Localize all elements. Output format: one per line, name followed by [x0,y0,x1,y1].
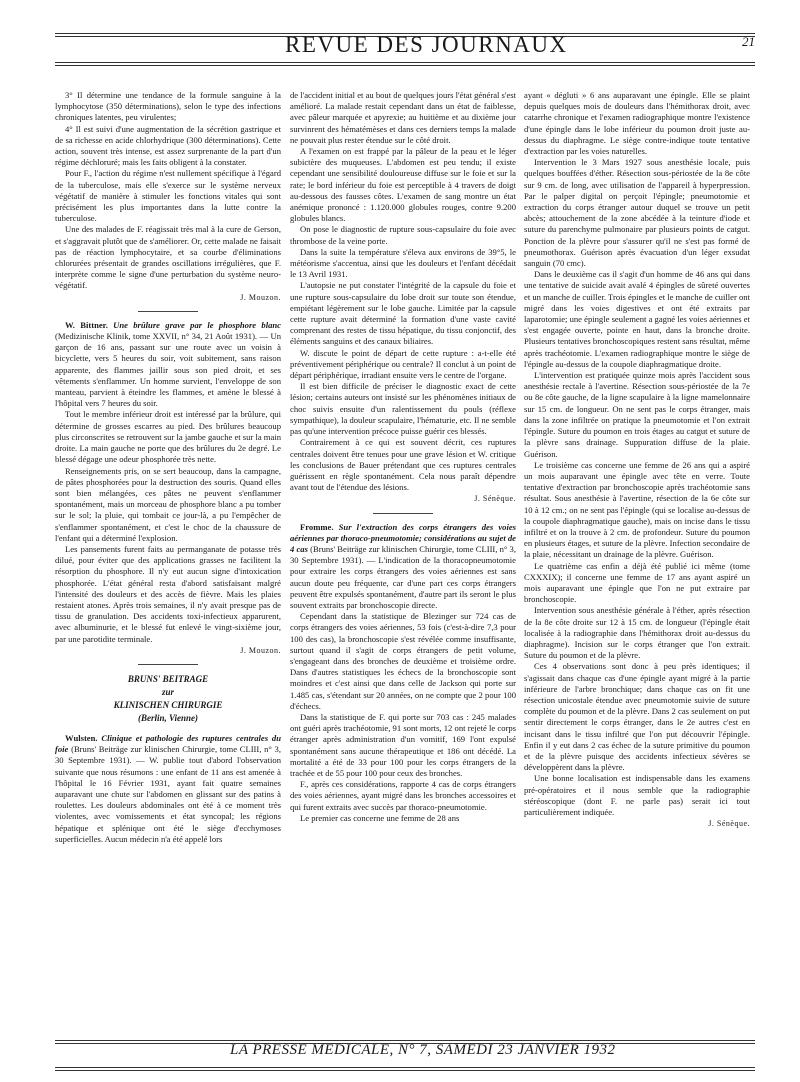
journal-title: REVUE DES JOURNAUX [285,32,568,57]
paragraph: L'intervention est pratiquée quinze mois après l'accident sous anesthésie rectale à l'avertine. Résection sous-périostée de la 7e ou 8e côte gauche, de la ligne scapulaire à la ligne mamelonnaire sur 15 cm. de longueur. On ne sent pas le corps étranger, mais dans la zone infiltrée on pratique la pneumotomie et l'on extrait l'épingle. Suture du poumon en trois étages au catgut et suture de la plèvre sans drainage. Suppuration diffuse de la plaie. Guérison. [524,370,750,459]
paragraph: Un garçon de 16 ans, passant sur une route avec un voisin à bicyclette, vers 5 heures du soir, voit subitement, sans raison apparente, des flammes jaillir sous son pied droit, et ses vêtements s'enflammer. Un homme survient, l'enveloppe de son manteau, parvient à éteindre les flammes, et amène le blessé à l'hôpital vers 7 heures du soir. [55,331,281,409]
paragraph: Intervention sous anesthésie générale à l'éther, après résection de la 8e côte droite sur 12 à 15 cm. de longueur (l'épingle était localisée à la radiographie dans l'hémithorax droit au-dessus du diaphragme). Incision sur le corps étranger que l'on extrait. Suture du poumon et de la plèvre. [524,605,750,661]
paragraph: Dans la statistique de F. qui porte sur 703 cas : 245 malades ont guéri après trachéotomie, 91 sont morts, 12 ont rejeté le corps étranger après administration d'un vomitif, 169 l'ont expulsé spontanément sans aucune thérapeutique et 186 ont décédé. La mortalité a été de 33 pour 100 pour les corps étrangers de la trachée et de 55 pour 100 pour ceux des bronches. [290,711,516,778]
author-signature: J. Sénèque. [708,819,750,829]
article-reference: (Bruns' Beiträge zur klinischen Chirurgie, tome CLIII, n° 3, 30 Septembre 1931). — [290,543,516,566]
journal-section-heading [55,673,281,725]
paragraph: Intervention le 3 Mars 1927 sous anesthésie locale, puis quelques bouffées d'éther. Résection sous-périostée de la 8e côte sur 9 cm. de long, avec utilisation de l'appareil à hyperpression. Par le palper digital on perçoit l'épingle; pneumotomie et extraction du corps étranger autour duquel se trouve un petit abcès; attouchement de la zone abcédée à la teinture d'iode et suture du parenchyme pulmonaire par plusieurs points de catgut. Ponction de la plèvre pour s'assurer qu'il ne s'est pas formé de pneumothorax. Guérison après évacuation d'un léger exsudat sanguin (70 cmc). [524,157,750,269]
author-signature: J. Sénèque. [474,494,516,504]
section-heading-line: (Berlin, Vienne) [137,712,198,723]
header-rule-bottom [55,62,755,63]
paragraph: Cependant dans la statistique de Blezinger sur 724 cas de corps étrangers des voies aériennes, 53 fois (c'est-à-dire 7,3 pour 100 des cas), la bronchoscopie s'est révélée comme insuffisante, surtout quand il s'agit de corps étrangers de petit volume, s'engageant dans des bronches de deuxième et troisième ordre. Dans d'autres statistiques les échecs de la bronchoscopie sont moindres et c'est ainsi que dans celle de Jackson qui porte sur 1.485 cas, s'étendant sur 20 années, on ne compte que 2 pour 100 d'échecs. [290,611,516,711]
column-1 [55,90,281,845]
separator [373,513,433,514]
footer-rule-bottom [55,1067,755,1068]
paragraph: 3° Il détermine une tendance de la formule sanguine à la lymphocytose (350 déterminations), selon le type des infections chroniques latentes, peu virulentes; [55,90,281,123]
paragraph: Tout le membre inférieur droit est intéressé par la brûlure, qui détermine de grosses escarres au pied. Des brûlures beaucoup plus circonscrites se retrouvent sur la jambe gauche et sur la main droite. La main gauche ne porte que des brûlures du 2e degré. Le blessé dégage une odeur phosphorée très nette. [55,409,281,465]
article-reference: (Medizinische Klinik, tome XXVII, n° 34, 21 Août 1931). — [55,331,269,342]
author-signature: J. Mouzon. [240,292,281,302]
article-header [55,320,281,410]
article-author: Wulsten. [65,732,98,743]
column-2 [290,90,516,824]
paragraph: F., après ces considérations, rapporte 4 cas de corps étrangers des voies aériennes, ayant migré dans les bronches accessoires et qui furent extraits avec succès par thoraco-pneumotomie. [290,779,516,812]
page-number: 21 [742,34,755,49]
article-header [55,733,281,845]
paragraph: Ces 4 observations sont donc à peu près identiques; il s'agissait dans chaque cas d'une épingle ayant migré à la partie inférieure de l'arbre bronchique; dans chaque cas on fit une résection unicostale étendue avec pneumotomie suivie de suture complète du poumon et de la plèvre. Dans 2 cas seulement on put sentir directement le corps étranger, dans le 2e autres c'est en incisant dans le tissu infiltré que l'on put découvrir l'épingle. Enfin il y eut dans 2 cas échec de la suture primitive du poumon et de la plèvre puisque des accidents infectieux sévères se développèrent dans la plèvre. [524,661,750,773]
article-author: Fromme. [300,521,334,532]
paragraph: Contrairement à ce qui est souvent décrit, ces ruptures centrales doivent être tenues pour une grave lésion et W. critique les conclusions de Bauer prétendant que ces ruptures centrales guérissent en règle spontanément. Cela nous paraît dépendre avant tout de l'étendue des lésions. [290,437,516,493]
paragraph: Dans la suite la température s'éleva aux environs de 39°5, le météorisme s'accentua, ainsi que les douleurs et l'enfant décédait le 13 Avril 1931. [290,246,516,280]
paragraph: Renseignements pris, on se sert beaucoup, dans la campagne, de pâtes phosphorées pour la destruction des souris. Quand elles sont bien mélangées, ces pâtes ne peuvent s'enflammer spontanément, mais un morceau de phosphore blanc a pu tomber sur le sol; la pluie, qui tombait ce jour-là, a pu l'empêcher de s'enflammer spontanément, et c'est le choc de la chaussure de l'enfant qui a déterminé l'explosion. [55,465,281,543]
paragraph: Le quatrième cas enfin a déjà été publié ici même (tome CXXXIX); il concerne une femme de 17 ans ayant aspiré un mois auparavant une épingle que l'on ne put extraire par bronchoscopie. [524,560,750,605]
paragraph: Le premier cas concerne une femme de 28 ans [300,812,460,823]
section-heading-line: KLINISCHEN CHIRURGIE [113,699,223,710]
paragraph: On pose le diagnostic de rupture sous-capsulaire du foie avec thrombose de la veine porte. [290,224,516,246]
header-rule-bottom-2 [55,65,755,66]
paragraph: Il est bien difficile de préciser le diagnostic exact de cette lésion; certains auteurs ont insisté sur les phénomènes initiaux de choc suivis ensuite d'un ralentissement du pouls (réflexe sympathique), la douleur scapulaire, l'hématurie, etc. Il ne semble pas qu'une intervention précoce puisse guérir ces blessés. [290,381,516,437]
author-signature: J. Mouzon. [240,645,281,655]
footer-rule-top [55,1040,755,1041]
paragraph: de l'accident initial et au bout de quelques jours l'état général s'est amélioré. La malade restait cependant dans un état de faiblesse, avec pâleur marquée et apyrexie; au huitième et au dixième jour survinrent des hématémèses et dans ces derniers temps la malade ne pouvait plus rester étendue sur le côté droit. [290,90,516,145]
separator [138,664,198,665]
paragraph: Dans le deuxième cas il s'agit d'un homme de 46 ans qui dans une tentative de suicide avait avalé 4 épingles de sûreté ouvertes et un manche de cuiller. Trois épingles et le manche de cuiller ont migré dans les voies digestives et ont été extraits par laparotomie; une épingle seulement a gagné les voies aériennes et s'est engagée ouverte, pointe en haut, dans la bronche droite. Plusieurs tentatives bronchoscopiques restent sans résultat, même après trachéotomie. L'examen radiographique montre le siège de l'épingle au-dessus de la coupole diaphragmatique droite. [524,269,750,369]
article-title: Clinique et pathologie des ruptures centrales du foie [55,732,281,755]
paragraph: 4° Il est suivi d'une augmentation de la sécrétion gastrique et de sa richesse en acide chlorhydrique (300 déterminations). Cette action, souvent très intense, est assez surprenante de la part d'un régime déchloruré; mais les faits obligent à la constater. [55,123,281,168]
column-3 [524,90,750,829]
paragraph: Le troisième cas concerne une femme de 26 ans qui a aspiré un mois auparavant une épingle avec tête en verre. Toute tentative d'extraction par bronchoscopie après trachéotomie sans résultat. Sous anesthésie à l'avertine, résection de la 6e côte sur 10 à 12 cm.; on ne sent pas l'épingle (qui se localise au-dessus de la coupole diaphragmatique gauche), mais on incise dans le tissu infiltré et on la trouve à 2 cm. de profondeur. Suture du poumon en plusieurs étages, et suture de la plèvre. Infection secondaire de la plaie, nécessitant un drainage de la plèvre. Guérison. [524,459,750,560]
section-heading-line: BRUNS' BEITRAGE [127,673,209,684]
paragraph: Pour F., l'action du régime n'est nullement spécifique à l'égard de la tuberculose, mais elle s'exerce sur le système nerveux végétatif de manière à stimuler les fonctions vitales qui sont précisément les plus importantes dans la lutte contre la tuberculose. [55,168,281,224]
paragraph: Une des malades de F. réagissait très mal à la cure de Gerson, et s'aggravait plutôt que de s'améliorer. Or, cette malade ne faisait pas de réaction lymphocytaire, et sa courbe d'éliminations chlorurées présentait de grandes oscillations irrégulières, que F. interprète comme le signe d'une perturbation du système neuro-végétatif. [55,224,281,291]
article-reference: (Bruns' Beiträge zur klinischen Chirurgie, tome CLIII, n° 3, 30 Septembre 1931). — [55,744,281,766]
paragraph: ayant « dégluti » 6 ans auparavant une épingle. Elle se plaint depuis quelques mois de douleurs dans l'hémithorax droit, avec catarrhe chronique et l'examen radiographique montre l'existence d'une épingle dans le lobe inférieur du poumon droit juste au-dessus du diaphragme. Le siège contre-indique toute tentative d'extraction par les voies naturelles. [524,90,750,157]
article-header [290,522,516,612]
paragraph: Une bonne localisation est indispensable dans les examens pré-opératoires et il nous semble que la radiographie stéréoscopique (dont F. ne parle pas) serait ici tout particulièrement indiquée. [524,773,750,817]
page-footer [55,1040,755,1080]
article-title: Sur l'extraction des corps étrangers des voies aériennes par thoraco-pneumotomie; considérations au sujet de 4 cas [290,521,516,554]
paragraph: W. discute le point de départ de cette rupture : a-t-elle été préventivement périphérique ou centrale? Il conclut à un point de départ périphérique, irradiant ensuite vers le centre de l'organe. [290,347,516,381]
paragraph: L'indication de la thoracopneumotomie pour extraire les corps étrangers des voies aériennes est sans aucun doute peu fréquente, car d'une part ces corps étrangers peuvent être expulsés spontanément, d'autre part ils seront le plus souvent extraits par bronchoscopie directe. [290,555,516,610]
section-heading-line: zur [161,686,174,697]
paragraph: Les pansements furent faits au permanganate de potasse très dilué, pour éviter que des applications grasses ne facilitent la résorption du phosphore. Il n'y eut aucun signe d'intoxication phosphorée. L'état général resta d'abord satisfaisant malgré l'intensité des douleurs et des accès de fièvre. Mais les plaies restaient atones. Après trois semaines, il n'y avait presque pas de tissu de granulation. Des accidents toxi-infectieux apparurent, avec albuminurie, et le blessé fut enlevé le vingt-sixième jour, par une parotidite terminale. [55,543,281,644]
article-author: W. Bittner. [65,319,108,330]
footer-citation: LA PRESSE MEDICALE, N° 7, SAMEDI 23 JANVIER 1932 [230,1042,616,1058]
paragraph: L'autopsie ne put constater l'intégrité de la capsule du foie et une rupture sous-capsulaire du lobe droit sur toute son étendue, empiétant légèrement sur le lobe gauche. Limitée par la capsule cette rupture avait déterminé la formation d'une vaste cavité comprenant des restes de tissu hépatique, du tissu conjonctif, des éléments sanguins et des canaux biliaires. [290,280,516,347]
page-header [55,30,755,70]
paragraph: A l'examen on est frappé par la pâleur de la peau et le léger subictère des muqueuses. L'abdomen est peu tendu; il existe cependant une sensibilité douloureuse diffuse sur le foie et sur la rate; le bord inférieur du foie est perceptible à 4 travers de doigt au-dessous des fausses côtes. L'examen de sang montre un état anémique prononcé : 1.120.000 globules rouges, contre 9.200 globules blancs. [290,146,516,224]
separator [138,311,198,312]
footer-rule-bottom-2 [55,1070,755,1071]
article-title: Une brûlure grave par le phosphore blanc [113,319,281,330]
paragraph: W. publie tout d'abord l'observation suivante que nous résumons : une enfant de 11 ans est amenée à l'hôpital le 16 Février 1931, ayant fait quatre semaines auparavant une chute sur l'abdomen en glissant sur des patins à roulettes. Les douleurs abdominales ont été à ce moment très violentes, avec vomissements et état syncopal; les régions hépatique et splénique ont été le siège d'ecchymoses superficielles. Aucun médecin n'a été appelé lors [55,755,281,844]
